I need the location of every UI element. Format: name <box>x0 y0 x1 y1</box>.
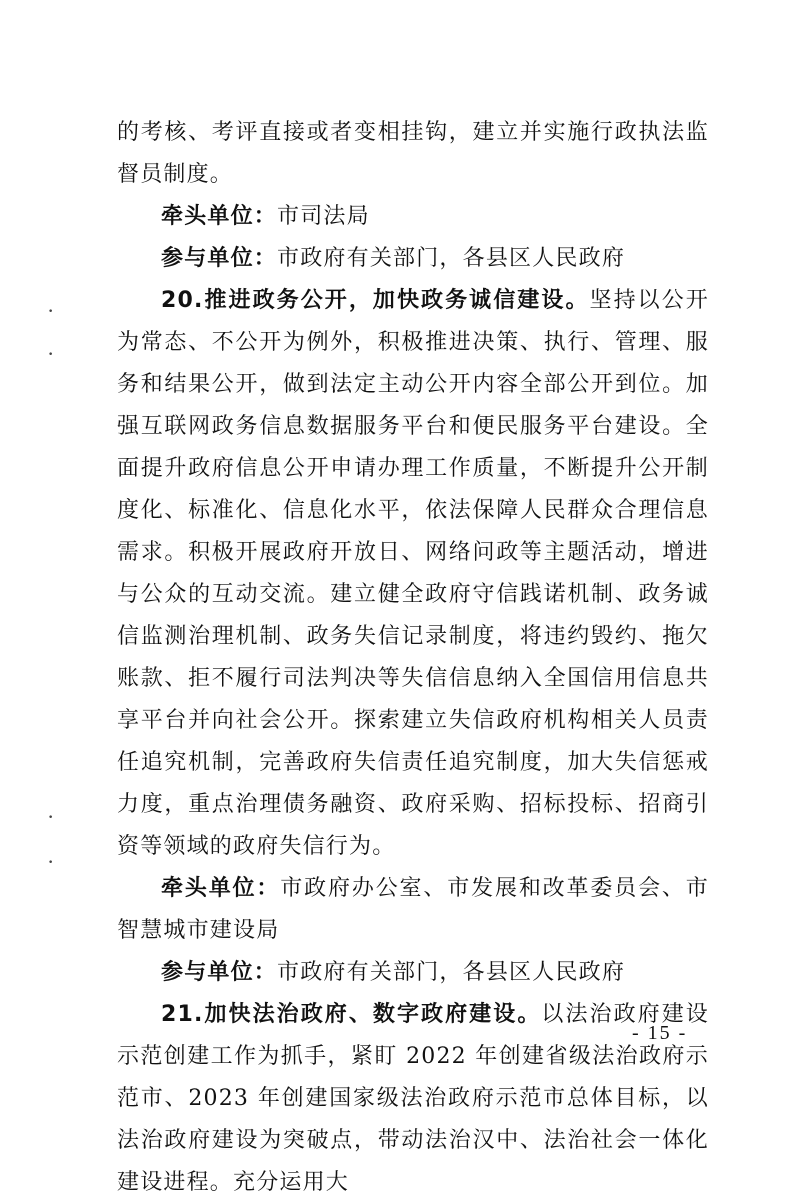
lead-unit-line <box>117 868 709 952</box>
participating-unit-label: 参与单位： <box>161 246 278 271</box>
section-21-body: 以法治政府建设示范创建工作为抓手，紧盯 2022 年创建省级法治政府示范市、2023 年创建国家级法治政府示范市总体目标，以法治政府建设为突破点，带动法治汉中、法治社会一体化建设进程。充分运用大 <box>117 1002 709 1195</box>
paragraph-continuation <box>117 112 709 196</box>
binding-hole-mark: • <box>48 813 54 823</box>
section-20-paragraph <box>117 280 709 868</box>
paragraph-text: 的考核、考评直接或者变相挂钩，建立并实施行政执法监督员制度。 <box>117 120 709 187</box>
participating-unit-line <box>117 952 709 994</box>
binding-hole-mark: • <box>48 307 54 317</box>
lead-unit-value: 市司法局 <box>277 204 370 229</box>
lead-unit-line <box>117 196 709 238</box>
lead-unit-label: 牵头单位： <box>161 204 278 229</box>
section-21-heading: 21.加快法治政府、数字政府建设。 <box>161 1002 542 1027</box>
section-21-paragraph <box>117 994 709 1204</box>
binding-hole-mark: • <box>48 858 54 868</box>
participating-unit-value: 市政府有关部门，各县区人民政府 <box>277 960 626 985</box>
binding-hole-mark: • <box>48 350 54 360</box>
participating-unit-value: 市政府有关部门，各县区人民政府 <box>277 246 626 271</box>
page-number: - 15 - <box>632 1022 688 1044</box>
participating-unit-label: 参与单位： <box>161 960 278 985</box>
lead-unit-label: 牵头单位： <box>161 876 281 901</box>
participating-unit-line <box>117 238 709 280</box>
body-text <box>117 112 709 1204</box>
section-20-body: 坚持以公开为常态、不公开为例外，积极推进决策、执行、管理、服务和结果公开，做到法定主动公开内容全部公开到位。加强互联网政务信息数据服务平台和便民服务平台建设。全面提升政府信息公开申请办理工作质量，不断提升公开制度化、标准化、信息化水平，依法保障人民群众合理信息需求。积极开展政府开放日、网络问政等主题活动，增进与公众的互动交流。建立健全政府守信践诺机制、政务诚信监测治理机制、政务失信记录制度，将违约毁约、拖欠账款、拒不履行司法判决等失信信息纳入全国信用信息共享平台并向社会公开。探索建立失信政府机构相关人员责任追究机制，完善政府失信责任追究制度，加大失信惩戒力度，重点治理债务融资、政府采购、招标投标、招商引资等领域的政府失信行为。 <box>117 288 709 859</box>
lead-unit-value: 市政府办公室、市发展和改革委员会、市智慧城市建设局 <box>117 876 709 943</box>
section-20-heading: 20.推进政务公开，加快政务诚信建设。 <box>161 288 590 313</box>
